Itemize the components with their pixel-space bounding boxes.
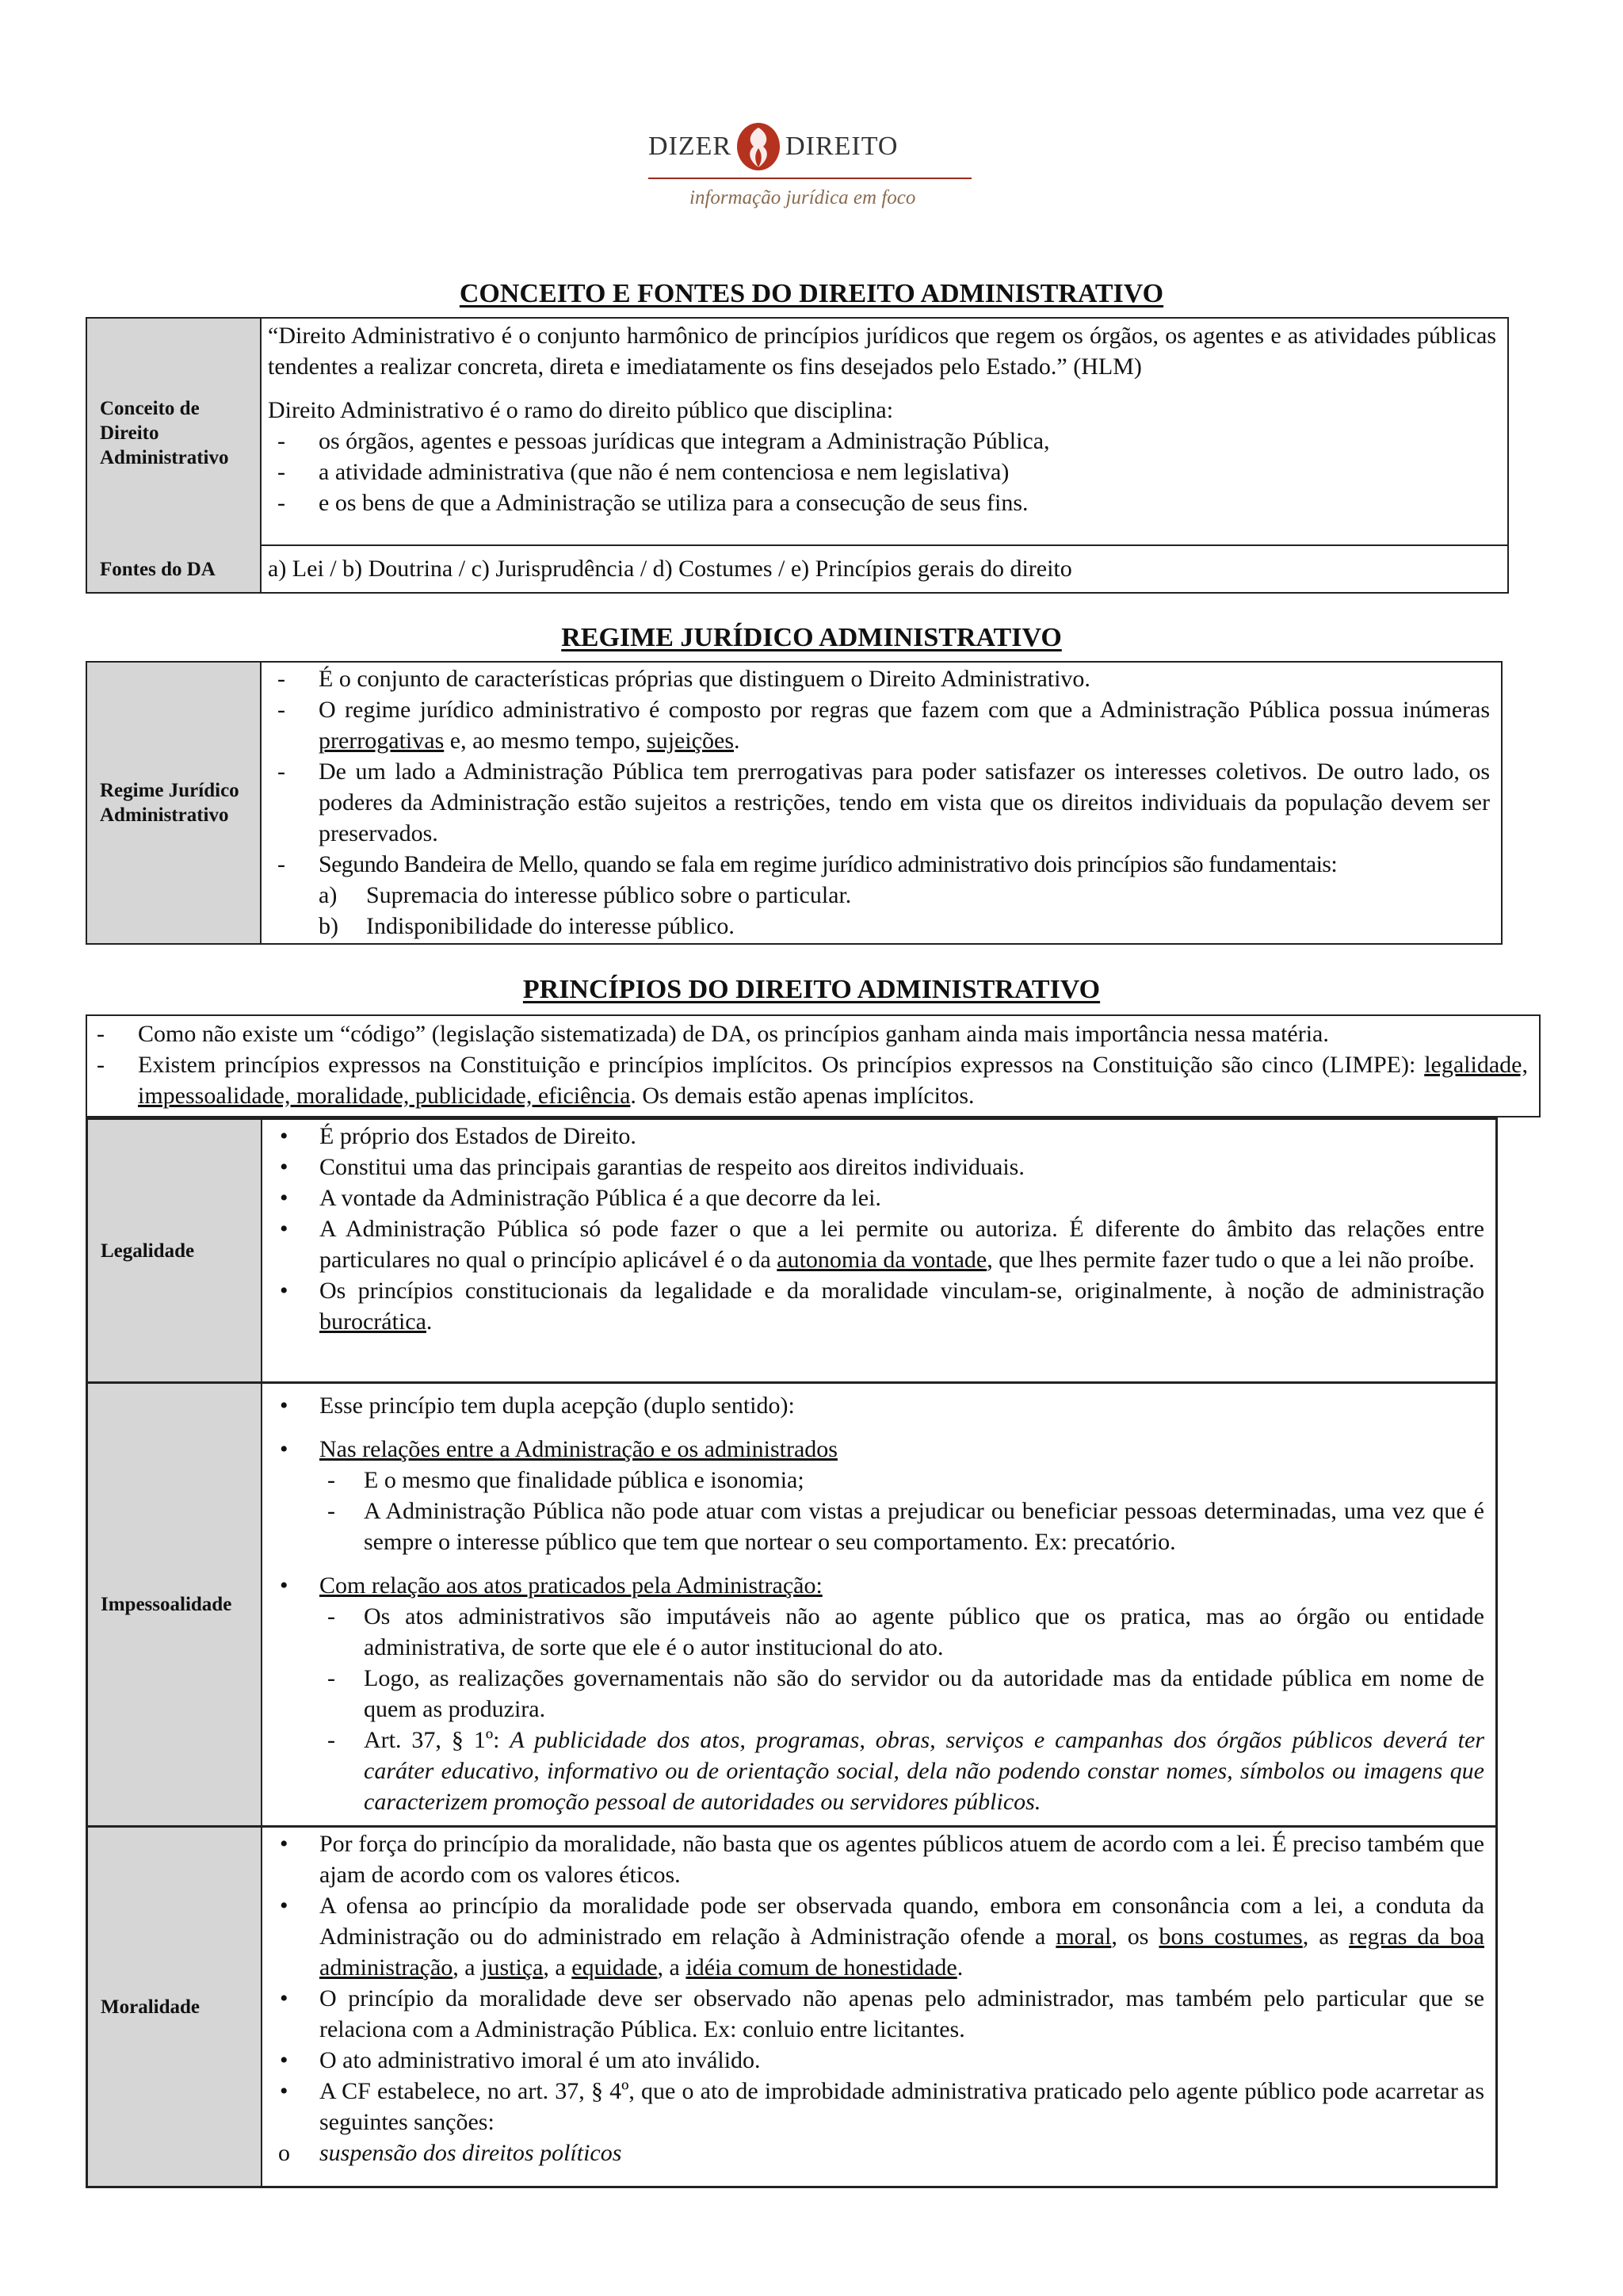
fontes-content	[268, 547, 1496, 591]
section-title-conceito: CONCEITO E FONTES DO DIREITO ADMINISTRATIVO	[459, 279, 1164, 308]
moralidade-bullet: • O ato administrativo imoral é um ato inválido.	[269, 2045, 1484, 2076]
principios-intro-item: - Existem princípios expressos na Constituição e princípios implícitos. Os princípios expressos na Constituição são cinco (LIMPE): legalidade, impessoalidade, moralidade, publicidade, eficiência. Os demais estão apenas implícitos.	[87, 1049, 1528, 1111]
legalidade-bullet: • A vontade da Administração Pública é a que decorre da lei.	[269, 1182, 1484, 1213]
legalidade-content	[269, 1121, 1484, 1337]
legalidade-bullet: • A Administração Pública só pode fazer o que a lei permite ou autoriza. É diferente do âmbito das relações entre particulares no qual o princípio aplicável é o da autonomia da vontade, que lhes permite fazer tudo o que a lei não proíbe.	[269, 1213, 1484, 1275]
regime-item: - De um lado a Administração Pública tem prerrogativas para poder satisfazer os interesses coletivos. De outro lado, os poderes da Administração estão sujeitos a restrições, tendo em vista que os direitos individuais da população devem ser preservados.	[268, 756, 1490, 849]
regime-subitem: b) Indisponibilidade do interesse público.	[319, 913, 735, 939]
impessoalidade-subitem: - Art. 37, § 1º: A publicidade dos atos, programas, obras, serviços e campanhas dos órgãos públicos deverá ter caráter educativo, informativo ou de orientação social, dela não podendo constar nomes, símbolos ou imagens que caracterizem promoção pessoal de autoridades ou servidores públicos.	[319, 1725, 1484, 1817]
regime-item: - É o conjunto de características próprias que distinguem o Direito Administrativo.	[268, 663, 1490, 694]
moralidade-bullet: • A ofensa ao princípio da moralidade pode ser observada quando, embora em consonância com a lei, a conduta da Administração ou do administrado em relação à Administração ofende a moral, os bons costumes, as regras da boa administração, a justiça, a equidade, a idéia comum de honestidade.	[269, 1890, 1484, 1983]
logo-tagline: informação jurídica em foco	[689, 187, 916, 208]
conceito-label: Conceito de Direito Administrativo	[87, 319, 262, 547]
regime-label: Regime Jurídico Administrativo	[87, 663, 262, 943]
principios-intro-box	[86, 1014, 1541, 1117]
principios-intro-item: - Como não existe um “código” (legislação sistematizada) de DA, os princípios ganham ainda mais importância nessa matéria.	[87, 1018, 1528, 1049]
impessoalidade-content	[269, 1390, 1484, 1817]
regime-item: - Segundo Bandeira de Mello, quando se fala em regime jurídico administrativo dois princípios são fundamentais:	[268, 849, 1490, 880]
regime-table	[86, 661, 1503, 945]
impessoalidade-table	[86, 1381, 1498, 1828]
row-divider	[260, 544, 1507, 546]
impessoalidade-subitem: - Os atos administrativos são imputáveis não ao agente público que os pratica, mas ao órgão ou entidade administrativa, de sorte que ele é o autor institucional do ato.	[319, 1601, 1484, 1663]
moralidade-bullet: • Por força do princípio da moralidade, não basta que os agentes públicos atuem de acordo com a lei. É preciso também que ajam de acordo com os valores éticos.	[269, 1828, 1484, 1890]
butterfly-logo-icon	[735, 121, 782, 172]
regime-item: - O regime jurídico administrativo é composto por regras que fazem com que a Administração Pública possua inúmeras prerrogativas e, ao mesmo tempo, sujeições.	[268, 694, 1490, 756]
dizer-direito-logo	[648, 119, 981, 230]
impessoalidade-subitem: - Logo, as realizações governamentais não são do servidor ou da autoridade mas da entidade pública em nome de quem as produzira.	[319, 1663, 1484, 1725]
impessoalidade-label: Impessoalidade	[88, 1384, 262, 1825]
legalidade-bullet: • Os princípios constitucionais da legalidade e da moralidade vinculam-se, originalmente, à noção de administração burocrática.	[269, 1275, 1484, 1337]
conceito-item: - e os bens de que a Administração se utiliza para a consecução de seus fins.	[268, 487, 1496, 518]
moralidade-table	[86, 1825, 1498, 2188]
conceito-item: - os órgãos, agentes e pessoas jurídicas que integram a Administração Pública,	[268, 426, 1496, 457]
moralidade-sanction-item: o suspensão dos direitos políticos	[269, 2137, 1484, 2168]
impessoalidade-subitem: - E o mesmo que finalidade pública e isonomia;	[319, 1465, 1484, 1496]
logo-left-word: DIZER	[648, 132, 732, 161]
moralidade-content	[269, 1828, 1484, 2168]
section-title-regime: REGIME JURÍDICO ADMINISTRATIVO	[561, 623, 1062, 652]
impessoalidade-bullet: • Esse princípio tem dupla acepção (duplo sentido):	[269, 1390, 1484, 1421]
impessoalidade-bullet: • Com relação aos atos praticados pela Administração:	[269, 1570, 1484, 1601]
impessoalidade-bullet: • Nas relações entre a Administração e os administrados	[269, 1434, 1484, 1465]
conceito-quote: “Direito Administrativo é o conjunto harmônico de princípios jurídicos que regem os órgãos, os agentes e as atividades públicas tendentes a realizar concreta, direta e imediatamente os fins desejados pelo Estado.” (HLM)	[268, 323, 1496, 380]
legalidade-bullet: • É próprio dos Estados de Direito.	[269, 1121, 1484, 1152]
logo-right-word: DIREITO	[785, 132, 899, 161]
legalidade-label: Legalidade	[88, 1120, 262, 1381]
conceito-item: - a atividade administrativa (que não é nem contenciosa e nem legislativa)	[268, 457, 1496, 487]
fontes-text: a) Lei / b) Doutrina / c) Jurisprudência / d) Costumes / e) Princípios gerais do direito	[268, 556, 1072, 582]
impessoalidade-subitem: - A Administração Pública não pode atuar com vistas a prejudicar ou beneficiar pessoas determinadas, uma vez que é sempre o interesse público que tem que nortear o seu comportamento. Ex: precatório.	[319, 1496, 1484, 1557]
regime-content	[268, 663, 1490, 942]
regime-subitem: a) Supremacia do interesse público sobre o particular.	[319, 882, 852, 908]
logo-divider	[648, 178, 972, 179]
conceito-content	[268, 320, 1496, 518]
legalidade-table	[86, 1117, 1498, 1384]
moralidade-label: Moralidade	[88, 1828, 262, 2186]
conceito-fontes-table	[86, 317, 1509, 594]
legalidade-bullet: • Constitui uma das principais garantias de respeito aos direitos individuais.	[269, 1152, 1484, 1182]
section-title-principios: PRINCÍPIOS DO DIREITO ADMINISTRATIVO	[522, 975, 1101, 1004]
conceito-intro: Direito Administrativo é o ramo do direito público que disciplina:	[268, 397, 894, 423]
moralidade-bullet: • A CF estabelece, no art. 37, § 4º, que o ato de improbidade administrativa praticado pelo agente público pode acarretar as seguintes sanções:	[269, 2076, 1484, 2137]
fontes-label: Fontes do DA	[87, 547, 262, 592]
moralidade-bullet: • O princípio da moralidade deve ser observado não apenas pelo administrador, mas também pelo particular que se relaciona com a Administração Pública. Ex: conluio entre licitantes.	[269, 1983, 1484, 2045]
